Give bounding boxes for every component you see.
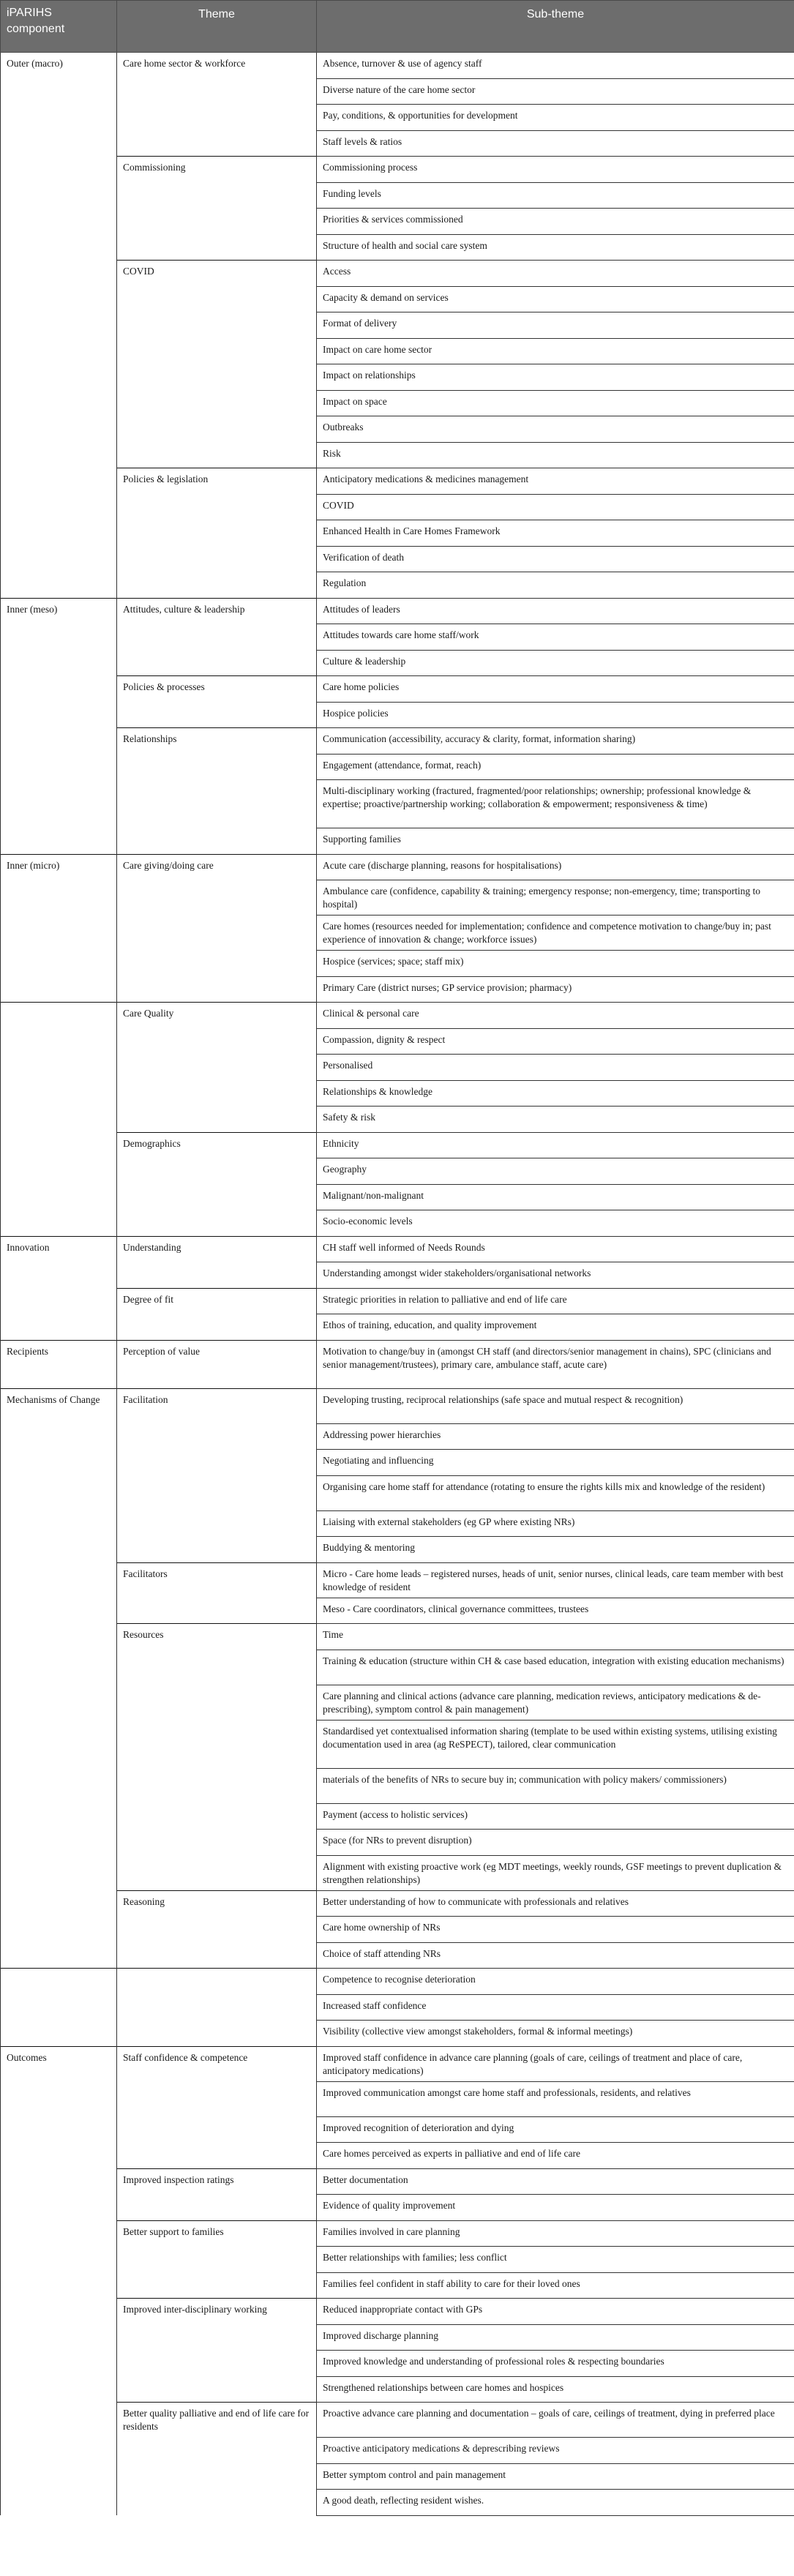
subtheme-cell: Outbreaks [317, 416, 794, 443]
table-row [1, 1890, 794, 1917]
table-row [1, 1969, 794, 1995]
subtheme-cell: Care homes (resources needed for implementation; confidence and competence motivation to change/buy in; past experience of innovation & change; workforce issues) [317, 916, 794, 951]
table-row [1, 157, 794, 183]
header-component: iPARIHS component [1, 1, 117, 53]
subtheme-cell: Diverse nature of the care home sector [317, 78, 794, 105]
subtheme-cell: Ethnicity [317, 1132, 794, 1158]
table-row [1, 1388, 794, 1423]
subtheme-cell: Developing trusting, reciprocal relationships (safe space and mutual respect & recognition) [317, 1388, 794, 1423]
subtheme-cell: Negotiating and influencing [317, 1450, 794, 1476]
subtheme-cell: Funding levels [317, 182, 794, 209]
subtheme-cell: Motivation to change/buy in (amongst CH staff (and directors/senior management in chains), SPC (clinicians and senior management/trustees), primary care, ambulance staff, acute care) [317, 1340, 794, 1388]
subtheme-cell: Alignment with existing proactive work (eg MDT meetings, weekly rounds, GSF meetings to prevent duplication & strengthen relationships) [317, 1855, 794, 1890]
subtheme-cell: Culture & leadership [317, 650, 794, 676]
subtheme-cell: Impact on care home sector [317, 338, 794, 364]
theme-cell: Improved inspection ratings [117, 2168, 317, 2220]
subtheme-cell: Impact on relationships [317, 364, 794, 391]
header-subtheme: Sub-theme [317, 1, 794, 53]
subtheme-cell: Priorities & services commissioned [317, 209, 794, 235]
subtheme-cell: Ambulance care (confidence, capability & training; emergency response; non-emergency, time; transporting to hospital) [317, 880, 794, 916]
subtheme-cell: Ethos of training, education, and quality improvement [317, 1314, 794, 1341]
subtheme-cell: Competence to recognise deterioration [317, 1969, 794, 1995]
subtheme-cell: Proactive advance care planning and documentation – goals of care, ceilings of treatment, dying in preferred place [317, 2403, 794, 2438]
subtheme-cell: Families feel confident in staff ability to care for their loved ones [317, 2272, 794, 2299]
theme-cell: Facilitators [117, 1562, 317, 1624]
subtheme-cell: Care homes perceived as experts in palliative and end of life care [317, 2143, 794, 2169]
subtheme-cell: Understanding amongst wider stakeholders/organisational networks [317, 1262, 794, 1289]
header-theme: Theme [117, 1, 317, 53]
subtheme-cell: materials of the benefits of NRs to secure buy in; communication with policy makers/ commissioners) [317, 1768, 794, 1803]
subtheme-cell: Care home ownership of NRs [317, 1917, 794, 1943]
theme-cell: Policies & processes [117, 676, 317, 728]
subtheme-cell: Multi-disciplinary working (fractured, fragmented/poor relationships; ownership; professional knowledge & expertise; proactive/partnership working; collaboration & empowerment; responsiveness & time) [317, 780, 794, 828]
subtheme-cell: Relationships & knowledge [317, 1080, 794, 1107]
subtheme-cell: Attitudes of leaders [317, 598, 794, 624]
component-cell: Inner (meso) [1, 598, 117, 854]
table-row [1, 2168, 794, 2195]
subtheme-cell: Care planning and clinical actions (advance care planning, medication reviews, anticipatory medications & de-prescribing), symptom control & pain management) [317, 1685, 794, 1720]
component-cell [1, 1969, 117, 2047]
subtheme-cell: Anticipatory medications & medicines management [317, 468, 794, 495]
table-row [1, 598, 794, 624]
theme-cell: Commissioning [117, 157, 317, 261]
subtheme-cell: Evidence of quality improvement [317, 2195, 794, 2221]
subtheme-cell: Meso - Care coordinators, clinical governance committees, trustees [317, 1598, 794, 1624]
subtheme-cell: Attitudes towards care home staff/work [317, 624, 794, 651]
subtheme-cell: Absence, turnover & use of agency staff [317, 53, 794, 79]
subtheme-cell: Better documentation [317, 2168, 794, 2195]
subtheme-cell: Communication (accessibility, accuracy & clarity, format, information sharing) [317, 728, 794, 755]
subtheme-cell: Improved discharge planning [317, 2324, 794, 2351]
subtheme-cell: Payment (access to holistic services) [317, 1803, 794, 1830]
subtheme-cell: Families involved in care planning [317, 2220, 794, 2247]
subtheme-cell: Enhanced Health in Care Homes Framework [317, 520, 794, 547]
subtheme-cell: Format of delivery [317, 312, 794, 339]
subtheme-cell: Improved staff confidence in advance care planning (goals of care, ceilings of treatment and place of care, anticipatory medications) [317, 2046, 794, 2081]
table-row [1, 1132, 794, 1158]
subtheme-cell: A good death, reflecting resident wishes. [317, 2490, 794, 2516]
subtheme-cell: Clinical & personal care [317, 1003, 794, 1029]
theme-cell: Relationships [117, 728, 317, 855]
subtheme-cell: COVID [317, 494, 794, 520]
theme-cell: Resources [117, 1624, 317, 1891]
table-body [1, 53, 794, 2516]
component-cell: Outer (macro) [1, 53, 117, 599]
subtheme-cell: Better relationships with families; less conflict [317, 2247, 794, 2273]
subtheme-cell: Regulation [317, 572, 794, 599]
subtheme-cell: Improved communication amongst care home staff and professionals, residents, and relatives [317, 2081, 794, 2116]
subtheme-cell: Capacity & demand on services [317, 286, 794, 312]
theme-cell: Care home sector & workforce [117, 53, 317, 157]
subtheme-cell: Improved recognition of deterioration and dying [317, 2116, 794, 2143]
component-cell [1, 1003, 117, 1237]
subtheme-cell: Hospice (services; space; staff mix) [317, 951, 794, 977]
table-row [1, 2299, 794, 2325]
theme-cell: Reasoning [117, 1890, 317, 1969]
table-row [1, 468, 794, 495]
subtheme-cell: Safety & risk [317, 1107, 794, 1133]
table-row [1, 728, 794, 755]
subtheme-cell: Addressing power hierarchies [317, 1423, 794, 1450]
table-row [1, 854, 794, 880]
subtheme-cell: Pay, conditions, & opportunities for development [317, 105, 794, 131]
subtheme-cell: Space (for NRs to prevent disruption) [317, 1830, 794, 1856]
subtheme-cell: CH staff well informed of Needs Rounds [317, 1236, 794, 1262]
theme-cell: Facilitation [117, 1388, 317, 1562]
theme-cell: Improved inter-disciplinary working [117, 2299, 317, 2403]
theme-cell: Demographics [117, 1132, 317, 1236]
subtheme-cell: Choice of staff attending NRs [317, 1942, 794, 1969]
table-row [1, 1624, 794, 1650]
table-row [1, 53, 794, 79]
subtheme-cell: Micro - Care home leads – registered nurses, heads of unit, senior nurses, clinical leads, care team member with best knowledge of resident [317, 1562, 794, 1598]
theme-cell: Care giving/doing care [117, 854, 317, 1003]
subtheme-cell: Improved knowledge and understanding of professional roles & respecting boundaries [317, 2351, 794, 2377]
table-row [1, 1003, 794, 1029]
subtheme-cell: Impact on space [317, 390, 794, 416]
component-cell: Innovation [1, 1236, 117, 1340]
subtheme-cell: Malignant/non-malignant [317, 1184, 794, 1210]
subtheme-cell: Engagement (attendance, format, reach) [317, 754, 794, 780]
table-row [1, 1288, 794, 1314]
component-cell: Recipients [1, 1340, 117, 1388]
theme-cell: Degree of fit [117, 1288, 317, 1340]
theme-cell: Care Quality [117, 1003, 317, 1133]
subtheme-cell: Standardised yet contextualised information sharing (template to be used within existing systems, utilising existing documentation used in area (ag ReSPECT), tailored, clear communication [317, 1720, 794, 1768]
table-row [1, 1562, 794, 1598]
subtheme-cell: Geography [317, 1158, 794, 1185]
theme-cell: Policies & legislation [117, 468, 317, 599]
subtheme-cell: Care home policies [317, 676, 794, 703]
subtheme-cell: Commissioning process [317, 157, 794, 183]
subtheme-cell: Organising care home staff for attendance (rotating to ensure the rights kills mix and knowledge of the resident) [317, 1475, 794, 1510]
table-row [1, 1236, 794, 1262]
subtheme-cell: Time [317, 1624, 794, 1650]
subtheme-cell: Socio-economic levels [317, 1210, 794, 1237]
table-row [1, 2220, 794, 2247]
subtheme-cell: Structure of health and social care system [317, 234, 794, 261]
subtheme-cell: Better understanding of how to communicate with professionals and relatives [317, 1890, 794, 1917]
theme-cell: Staff confidence & competence [117, 2046, 317, 2168]
header-row [1, 1, 794, 53]
subtheme-cell: Personalised [317, 1055, 794, 1081]
subtheme-cell: Visibility (collective view amongst stakeholders, formal & informal meetings) [317, 2021, 794, 2047]
subtheme-cell: Hospice policies [317, 702, 794, 728]
table-row [1, 2046, 794, 2081]
subtheme-cell: Liaising with external stakeholders (eg GP where existing NRs) [317, 1510, 794, 1537]
theme-cell: Understanding [117, 1236, 317, 1288]
theme-cell: Better support to families [117, 2220, 317, 2299]
table-row [1, 1340, 794, 1388]
subtheme-cell: Proactive anticipatory medications & deprescribing reviews [317, 2438, 794, 2464]
subtheme-cell: Buddying & mentoring [317, 1537, 794, 1563]
theme-cell: Attitudes, culture & leadership [117, 598, 317, 676]
theme-cell: COVID [117, 261, 317, 468]
subtheme-cell: Supporting families [317, 828, 794, 855]
theme-cell: Perception of value [117, 1340, 317, 1388]
theme-cell [117, 1969, 317, 2047]
component-cell: Mechanisms of Change [1, 1388, 117, 1969]
subtheme-cell: Acute care (discharge planning, reasons for hospitalisations) [317, 854, 794, 880]
subtheme-cell: Risk [317, 442, 794, 468]
subtheme-cell: Strategic priorities in relation to palliative and end of life care [317, 1288, 794, 1314]
subtheme-cell: Access [317, 261, 794, 287]
subtheme-cell: Staff levels & ratios [317, 130, 794, 157]
subtheme-cell: Verification of death [317, 546, 794, 572]
component-cell: Outcomes [1, 2046, 117, 2515]
subtheme-cell: Better symptom control and pain management [317, 2463, 794, 2490]
theme-cell: Better quality palliative and end of life care for residents [117, 2403, 317, 2516]
subtheme-cell: Compassion, dignity & respect [317, 1028, 794, 1055]
subtheme-cell: Training & education (structure within CH & case based education, integration with existing education mechanisms) [317, 1650, 794, 1685]
table-row [1, 2403, 794, 2438]
subtheme-cell: Strengthened relationships between care homes and hospices [317, 2376, 794, 2403]
table-row [1, 261, 794, 287]
subtheme-cell: Increased staff confidence [317, 1994, 794, 2021]
subtheme-cell: Primary Care (district nurses; GP service provision; pharmacy) [317, 976, 794, 1003]
subtheme-cell: Reduced inappropriate contact with GPs [317, 2299, 794, 2325]
table-row [1, 676, 794, 703]
component-cell: Inner (micro) [1, 854, 117, 1003]
